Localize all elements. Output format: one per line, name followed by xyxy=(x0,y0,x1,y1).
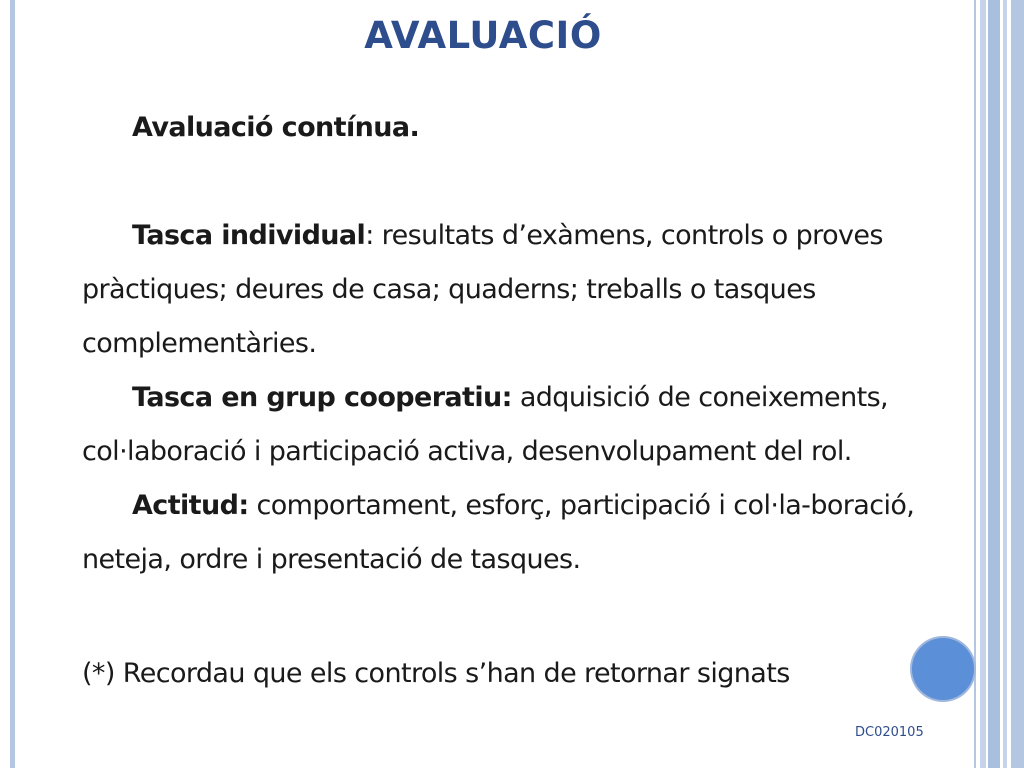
slide-code: DC020105 xyxy=(855,725,924,740)
intro-text: Avaluació contínua. xyxy=(132,112,420,143)
item-group xyxy=(82,371,972,479)
right-stripe xyxy=(988,0,1000,768)
decorative-circle xyxy=(912,638,974,700)
right-stripe xyxy=(1011,0,1024,768)
item-text: adquisició de coneixements, col·laboració i participació activa, desenvolupament del rol. xyxy=(82,382,889,467)
item-text: : resultats d’exàmens, controls o proves pràctiques; deures de casa; quaderns; treballs o tasques complementàries. xyxy=(82,220,883,359)
item-text: comportament, esforç, participació i col·la-boració, neteja, ordre i presentació de tasques. xyxy=(82,490,915,575)
slide-title: AVALUACIÓ xyxy=(364,14,602,57)
item-label: Tasca individual xyxy=(132,220,366,251)
right-stripe xyxy=(980,0,986,768)
item-label: Tasca en grup cooperatiu: xyxy=(132,382,512,413)
footnote: (*) Recordau que els controls s’han de retornar signats xyxy=(82,658,790,689)
right-stripe xyxy=(1003,0,1007,768)
slide-body xyxy=(82,101,972,701)
right-stripe xyxy=(974,0,976,768)
left-frame-line xyxy=(10,0,15,768)
item-individual xyxy=(82,209,972,371)
item-attitude xyxy=(82,479,972,587)
item-label: Actitud: xyxy=(132,490,249,521)
